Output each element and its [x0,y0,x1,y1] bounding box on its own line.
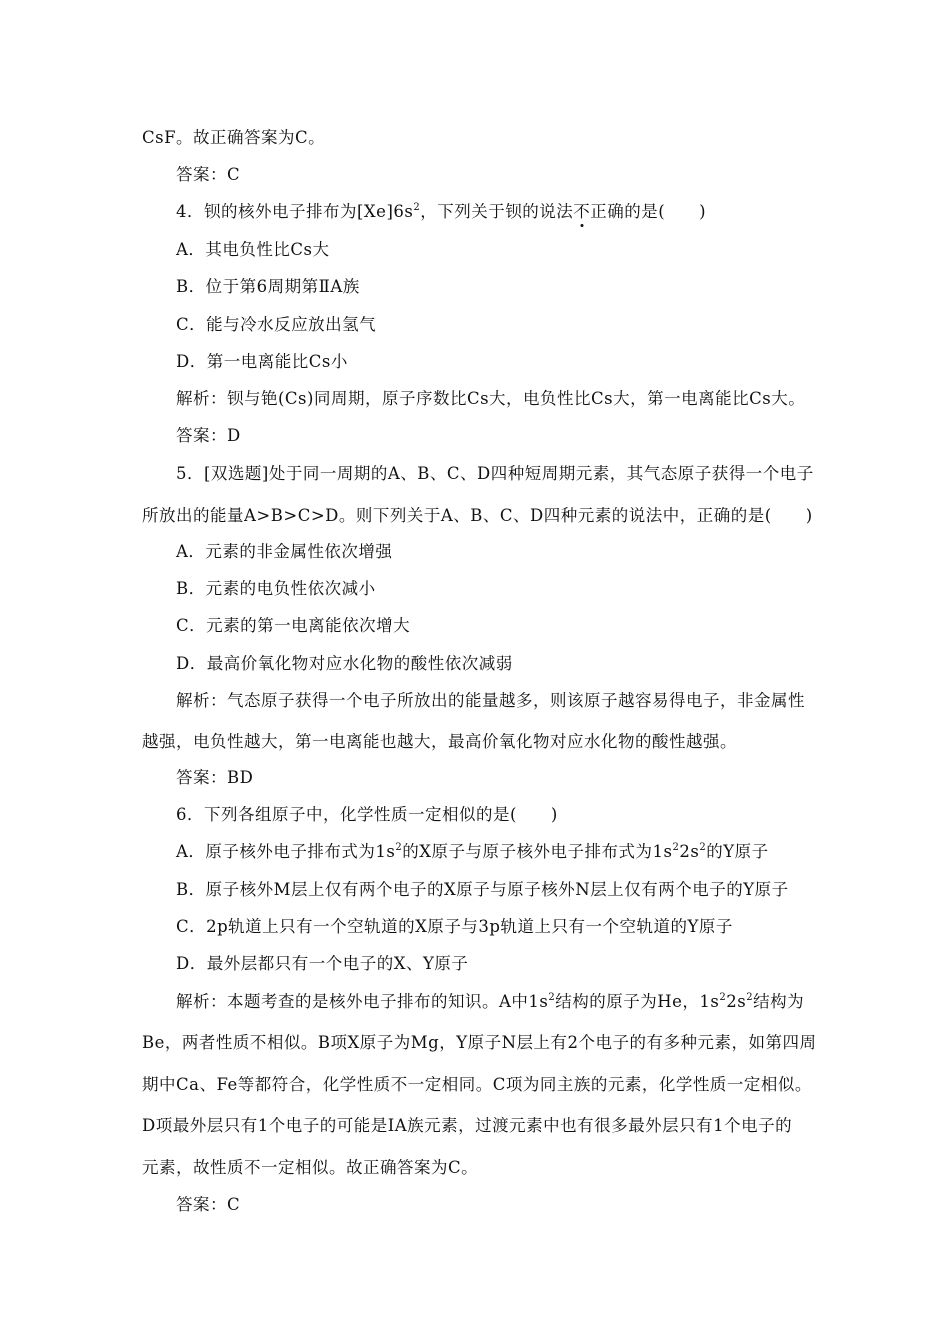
option-a: A．原子核外电子排布式为$1s^2$的X原子与原子核外电子排布式为$1s^22s^2$的Y原子 [176,841,769,861]
question-5-stem-cont: 所放出的能量A>B>C>D。则下列关于A、B、C、D四种元素的说法中，正确的是( ) [142,506,813,525]
option-c: C．能与冷水反应放出氢气 [176,315,377,334]
explanation-line-cont: Be，两者性质不相似。B项X原子为Mg，Y原子N层上有2个电子的有多种元素，如第四周 [142,1033,817,1052]
question-6-stem: 6．下列各组原子中，化学性质一定相似的是( ) [176,805,558,824]
explanation-line: 解析：钡与铯(Cs)同周期，原子序数比Cs大，电负性比Cs大，第一电离能比Cs大。 [176,389,806,408]
explanation-line: 解析：气态原子获得一个电子所放出的能量越多，则该原子越容易得电子，非金属性 [176,691,805,710]
option-b: B．位于第6周期第ⅡA族 [176,277,360,296]
explanation-line-cont: 期中Ca、Fe等都符合，化学性质不一定相同。C项为同主族的元素，化学性质一定相似。 [142,1075,812,1094]
question-4-stem: 4．钡的核外电子排布为$[Xe]6s^2$，下列关于钡的说法不正确的是( ) [176,201,707,221]
option-d: D．第一电离能比Cs小 [176,352,348,371]
option-b: B．元素的电负性依次减小 [176,579,376,598]
answer-line: 答案：BD [176,768,254,787]
option-b: B．原子核外M层上仅有两个电子的X原子与原子核外N层上仅有两个电子的Y原子 [176,880,789,899]
question-5-stem: 5．[双选题]处于同一周期的A、B、C、D四种短周期元素，其气态原子获得一个电子 [176,464,814,483]
text-line: CsF。故正确答案为C。 [142,128,326,147]
option-d: D．最高价氧化物对应水化物的酸性依次减弱 [176,654,513,673]
option-a: A．元素的非金属性依次增强 [176,542,393,561]
option-c: C．元素的第一电离能依次增大 [176,616,411,635]
option-d: D．最外层都只有一个电子的X、Y原子 [176,954,469,973]
answer-line: 答案：D [176,426,241,445]
option-a: A．其电负性比Cs大 [176,240,330,259]
explanation-line-cont: 元素，故性质不一定相似。故正确答案为C。 [142,1158,479,1177]
answer-line: 答案：C [176,1195,241,1214]
answer-line: 答案：C [176,165,241,184]
explanation-line: 解析：本题考查的是核外电子排布的知识。A中$1s^2$结构的原子为He，$1s^22s^2$结构为 [176,991,805,1011]
explanation-line-cont: D项最外层只有1个电子的可能是ⅠA族元素，过渡元素中也有很多最外层只有1个电子的 [142,1116,793,1135]
explanation-line-cont: 越强，电负性越大，第一电离能也越大，最高价氧化物对应水化物的酸性越强。 [142,732,737,751]
emphasis-dot: 不 [573,202,591,221]
option-c: C．2p轨道上只有一个空轨道的X原子与3p轨道上只有一个空轨道的Y原子 [176,917,733,936]
